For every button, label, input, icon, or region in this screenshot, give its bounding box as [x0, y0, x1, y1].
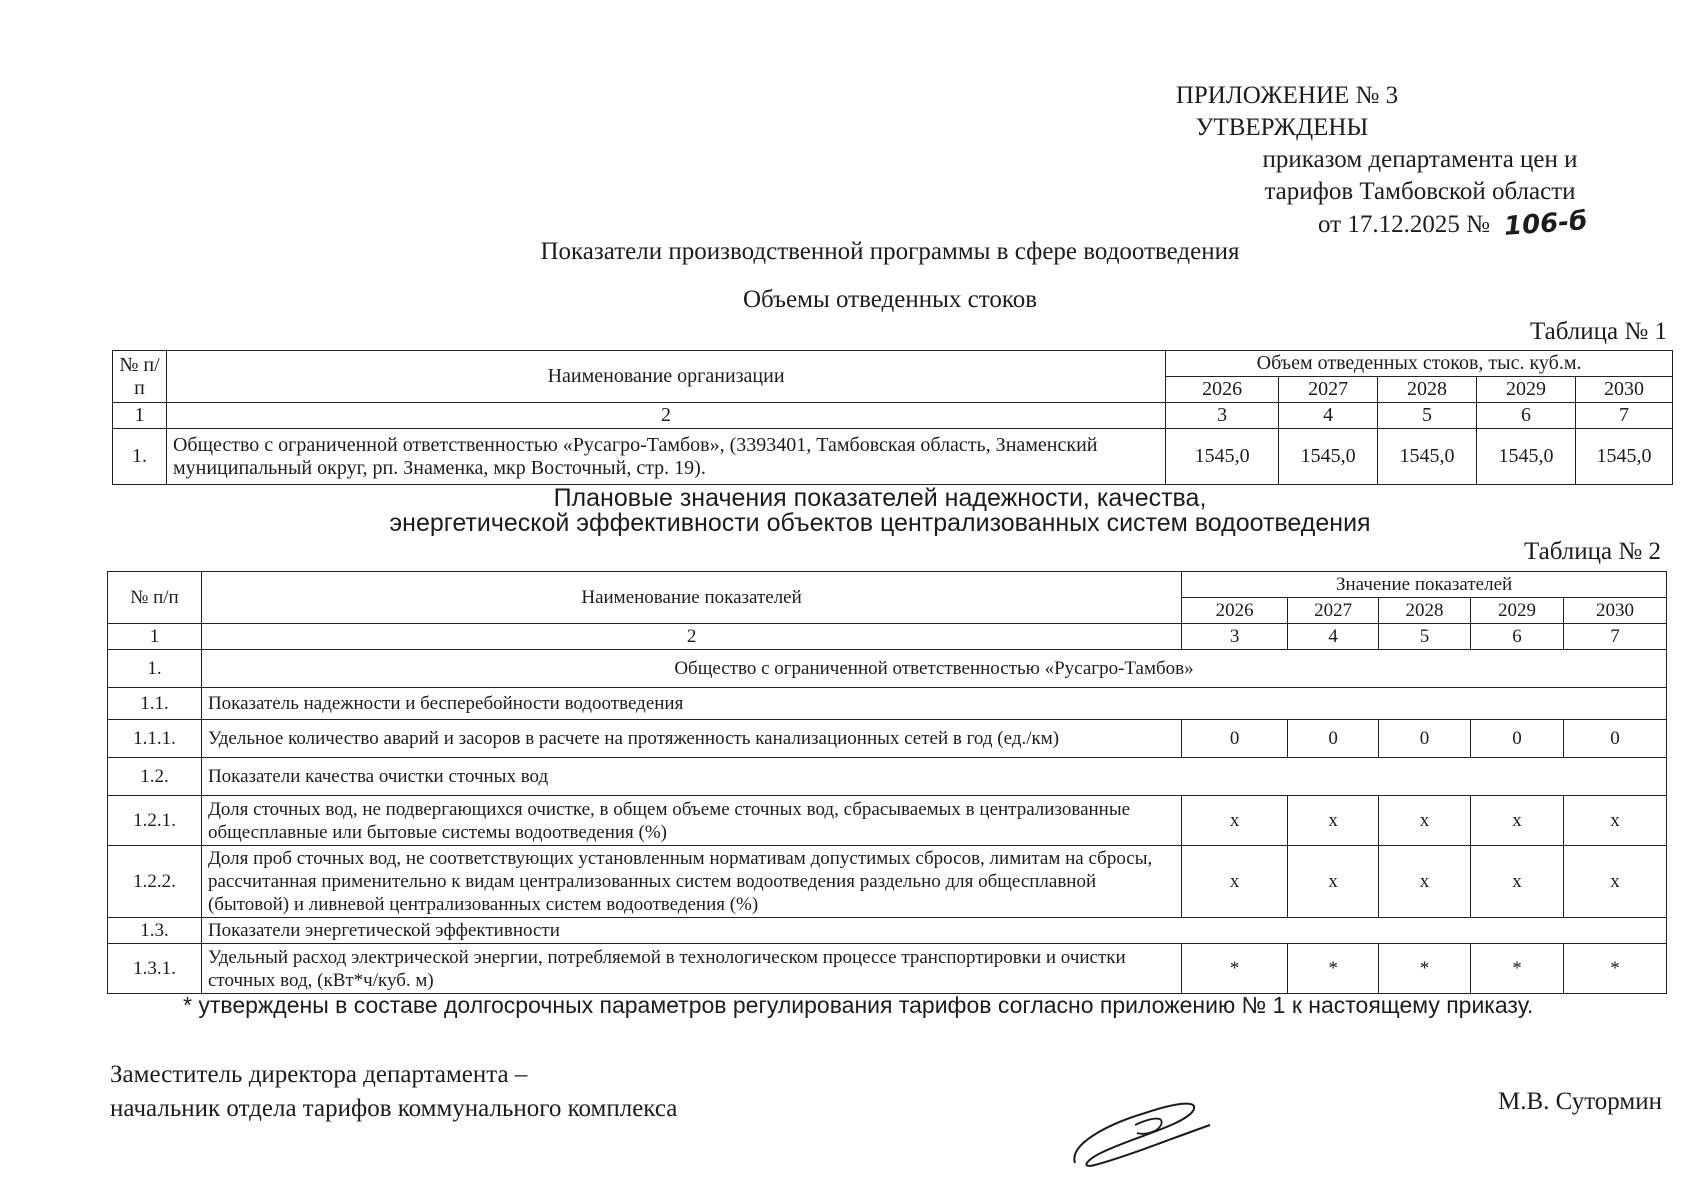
t2-row-value: х	[1563, 846, 1666, 918]
approval-header	[1092, 80, 1472, 144]
t1-index: 2	[166, 403, 1165, 429]
signature-stroke	[1074, 1104, 1210, 1166]
t2-row-value: 0	[1379, 720, 1471, 758]
page-title: Показатели производственной программы в сфере водоотведения	[540, 238, 1240, 265]
table1	[112, 350, 1673, 485]
order-reference	[1230, 144, 1610, 208]
order-date-line	[1318, 208, 1587, 241]
table-row	[108, 918, 1667, 944]
t2-year: 2030	[1563, 598, 1666, 624]
signature-position-line-2: начальник отдела тарифов коммунального комплекса	[110, 1095, 678, 1122]
t2-index: 2	[201, 624, 1181, 650]
t2-row-value: х	[1379, 796, 1471, 846]
t2-org-num: 1.	[108, 650, 202, 688]
t2-row-num: 1.3.1.	[108, 944, 202, 994]
t2-row-value: *	[1471, 944, 1564, 994]
t1-year: 2027	[1279, 377, 1378, 403]
t2-row-value: *	[1182, 944, 1288, 994]
t2-index: 6	[1471, 624, 1564, 650]
handwritten-order-number: 106-б	[1503, 206, 1589, 242]
order-line-1: приказом департамента цен и	[1262, 146, 1578, 173]
t2-row-name: Показатель надежности и бесперебойности водоотведения	[201, 688, 1666, 720]
t1-index: 7	[1576, 403, 1673, 429]
table-row	[108, 944, 1667, 994]
t1-header-name: Наименование организации	[166, 351, 1165, 403]
t2-row-name: Удельное количество аварий и засоров в расчете на протяженность канализационных сетей в год (ед./км)	[201, 720, 1181, 758]
footnote: * утверждены в составе долгосрочных параметров регулирования тарифов согласно приложению № 1 к настоящему приказу.	[183, 992, 1534, 1018]
t1-index: 6	[1477, 403, 1576, 429]
table-row	[108, 650, 1667, 688]
t2-row-value: *	[1379, 944, 1471, 994]
t2-row-value: *	[1288, 944, 1379, 994]
signature-position-line-1: Заместитель директора департамента –	[110, 1061, 528, 1088]
t2-row-value: 0	[1563, 720, 1666, 758]
t2-header-num: № п/п	[108, 572, 202, 624]
t1-index: 4	[1279, 403, 1378, 429]
appendix-label: ПРИЛОЖЕНИЕ № 3	[1175, 82, 1399, 109]
t2-year: 2028	[1379, 598, 1471, 624]
t2-row-name: Удельный расход электрической энергии, потребляемой в технологическом процессе транспортировки и очистки сточных вод, (кВт*ч/куб. м)	[201, 944, 1181, 994]
t2-index: 4	[1288, 624, 1379, 650]
t2-row-num: 1.3.	[108, 918, 202, 944]
t2-row-num: 1.2.1.	[108, 796, 202, 846]
t2-row-name: Доля сточных вод, не подвергающихся очистке, в общем объеме сточных вод, сбрасываемых в централизованные общесплавные или бытовые системы водоотведения (%)	[201, 796, 1181, 846]
t1-row-value: 1545,0	[1477, 429, 1576, 485]
t2-row-value: 0	[1471, 720, 1564, 758]
t1-year: 2026	[1166, 377, 1279, 403]
t2-row-name: Показатели качества очистки сточных вод	[201, 758, 1666, 796]
t2-index: 5	[1379, 624, 1471, 650]
t1-header-num: № п/п	[113, 351, 167, 403]
t2-row-num: 1.2.2.	[108, 846, 202, 918]
table1-subtitle: Объемы отведенных стоков	[742, 286, 1038, 313]
t2-row-value: 0	[1288, 720, 1379, 758]
approved-label: УТВЕРЖДЕНЫ	[1195, 114, 1369, 141]
t1-row-value: 1545,0	[1378, 429, 1477, 485]
t1-year: 2029	[1477, 377, 1576, 403]
t1-header-group: Объем отведенных стоков, тыс. куб.м.	[1166, 351, 1673, 377]
t2-header-name: Наименование показателей	[201, 572, 1181, 624]
t2-row-value: х	[1563, 796, 1666, 846]
order-date: от 17.12.2025 №	[1318, 211, 1490, 238]
t2-header-group: Значение показателей	[1182, 572, 1667, 598]
table2-subtitle	[330, 486, 1430, 536]
table2-subtitle-line-1: Плановые значения показателей надежности, качества,	[553, 484, 1207, 512]
table-row	[108, 846, 1667, 918]
t2-row-num: 1.1.	[108, 688, 202, 720]
t2-row-name: Показатели энергетической эффективности	[201, 918, 1666, 944]
t2-row-num: 1.1.1.	[108, 720, 202, 758]
t2-year: 2026	[1182, 598, 1288, 624]
t2-row-value: х	[1288, 846, 1379, 918]
t1-row-num: 1.	[113, 429, 167, 485]
t2-row-name: Доля проб сточных вод, не соответствующих установленным нормативам допустимых сбросов, лимитам на сбросы, рассчитанная применительно к видам централизованных систем водоотведения раздельно для общесплавной (бытовой) и ливневой централизованных систем водоотведения (%)	[201, 846, 1181, 918]
t1-year: 2030	[1576, 377, 1673, 403]
t1-index: 5	[1378, 403, 1477, 429]
table1-label: Таблица № 1	[1529, 318, 1667, 345]
t2-year: 2027	[1288, 598, 1379, 624]
order-line-2: тарифов Тамбовской области	[1264, 178, 1576, 205]
t2-index: 1	[108, 624, 202, 650]
t2-row-value: *	[1563, 944, 1666, 994]
signature-position	[110, 1058, 677, 1126]
table2-subtitle-line-2: энергетической эффективности объектов централизованных систем водоотведения	[389, 509, 1371, 537]
table-row	[108, 758, 1667, 796]
t1-row-value: 1545,0	[1166, 429, 1279, 485]
t1-index: 3	[1166, 403, 1279, 429]
table2-label: Таблица № 2	[1523, 538, 1661, 565]
t1-index: 1	[113, 403, 167, 429]
t2-row-value: 0	[1182, 720, 1288, 758]
t2-row-value: х	[1288, 796, 1379, 846]
t1-row-name: Общество с ограниченной ответственностью «Русагро-Тамбов», (3393401, Тамбовская область, Знаменский муниципальный округ, рп. Знаменка, мкр Восточный, стр. 19).	[166, 429, 1165, 485]
t1-year: 2028	[1378, 377, 1477, 403]
t2-index: 7	[1563, 624, 1666, 650]
t1-row-value: 1545,0	[1279, 429, 1378, 485]
t2-index: 3	[1182, 624, 1288, 650]
t1-row-value: 1545,0	[1576, 429, 1673, 485]
table2	[107, 571, 1667, 994]
t2-row-num: 1.2.	[108, 758, 202, 796]
t2-org-name: Общество с ограниченной ответственностью «Русагро-Тамбов»	[201, 650, 1666, 688]
table-row	[108, 796, 1667, 846]
t2-row-value: х	[1471, 846, 1564, 918]
table-row	[113, 429, 1673, 485]
t2-row-value: х	[1182, 846, 1288, 918]
t2-row-value: х	[1379, 846, 1471, 918]
t2-year: 2029	[1471, 598, 1564, 624]
t2-row-value: х	[1182, 796, 1288, 846]
handwritten-signature	[1065, 1085, 1215, 1175]
signatory-name: М.В. Сутормин	[1497, 1088, 1662, 1115]
table-row	[108, 720, 1667, 758]
t2-row-value: х	[1471, 796, 1564, 846]
table-row	[108, 688, 1667, 720]
